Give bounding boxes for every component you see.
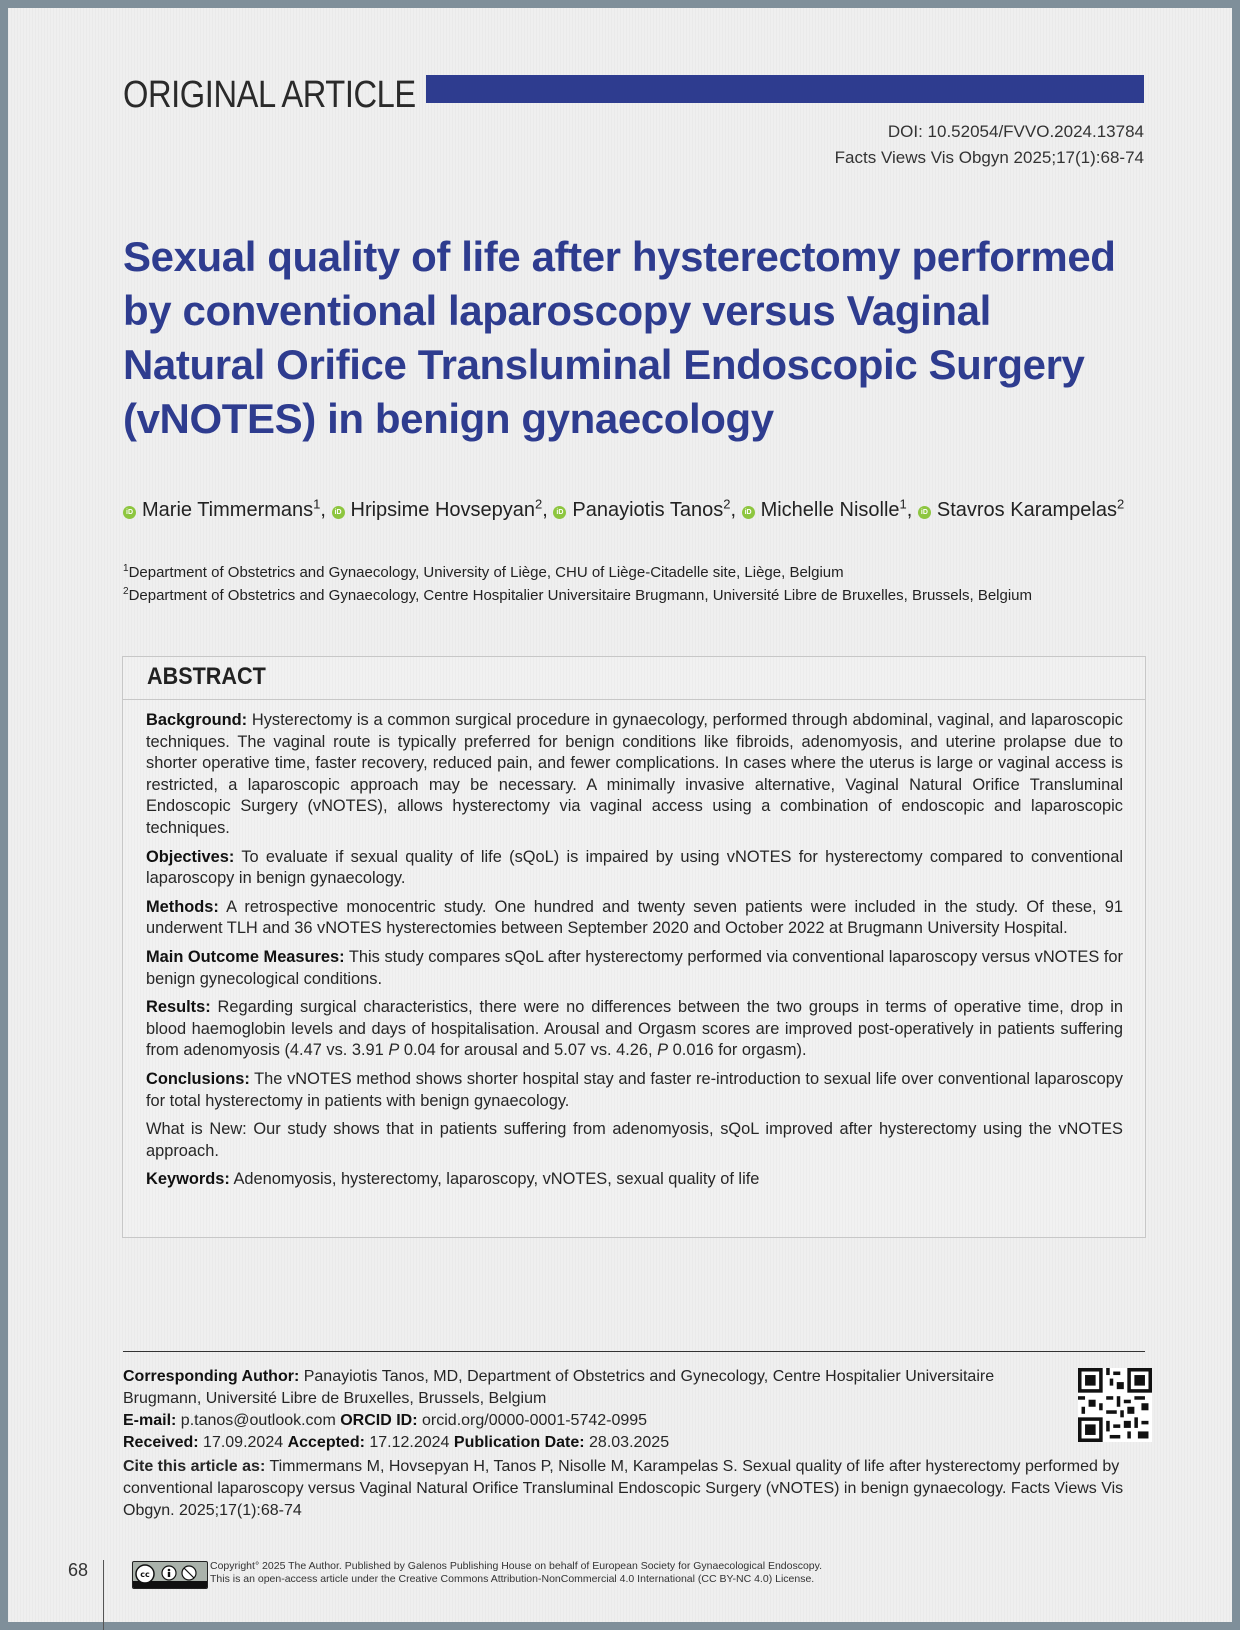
section-bar xyxy=(426,75,1144,103)
abstract-body xyxy=(146,710,1123,1198)
abstract-keywords: Keywords: Adenomyosis, hysterectomy, laparoscopy, vNOTES, sexual quality of life xyxy=(146,1170,760,1189)
article-title: Sexual quality of life after hysterectomy performed by conventional laparoscopy versus Vaginal Natural Orifice Transluminal Endoscopic Surgery (vNOTES) in benign gynaecology xyxy=(123,233,1116,442)
affiliation: $^1$Department of Obstetrics and Gynaecology, University of Liège, CHU of Liège-Citadelle site, Liège, Belgium xyxy=(123,563,844,581)
cite-this-article: Cite this article as: Timmermans M, Hovsepyan H, Tanos P, Nisolle M, Karampelas S. Sexual quality of life after hysterectomy performed by conventional laparoscopy versus Vaginal Natural Orifice Transluminal Endoscopic Surgery (vNOTES) in benign gynaecology. Facts Views Vis Obgyn. 2025;17(1):68-74 xyxy=(123,1458,1124,1519)
author[interactable]: iD Panayiotis Tanos$^2$, xyxy=(553,499,741,521)
abstract-box xyxy=(122,656,1146,1238)
page-number: 68 xyxy=(68,1560,89,1580)
abstract-background: Background: Hysterectomy is a common surgical procedure in gynaecology, performed through abdominal, vaginal, and laparoscopic techniques. The vaginal route is typically preferred for benign conditions like fibroids, adenomyosis, and uterine prolapse due to shorter operative time, faster recovery, reduced pain, and fewer complications. In cases where the uterus is large or vaginal access is restricted, a laparoscopic approach may be necessary. A minimally invasive alternative, Vaginal Natural Orifice Transluminal Endoscopic Surgery (vNOTES), allows hysterectomy via vaginal access using a combination of endoscopic and laparoscopic techniques. xyxy=(146,711,1123,837)
author-list xyxy=(123,496,1143,522)
abstract-header xyxy=(123,657,1145,700)
affiliation: $^2$Department of Obstetrics and Gynaecology, Centre Hospitalier Universitaire Brugmann, Université Libre de Bruxelles, Brussels, Belgium xyxy=(123,586,1033,604)
abstract-objectives: Objectives: To evaluate if sexual quality of life (sQoL) is impaired by using vNOTES for hysterectomy compared to conventional laparoscopy in benign gynaecology. xyxy=(146,847,1123,888)
doi[interactable]: DOI: 10.52054/FVVO.2024.13784 xyxy=(887,122,1144,141)
qr-code-icon[interactable] xyxy=(1078,1368,1152,1442)
orcid-icon[interactable]: iD xyxy=(742,506,755,519)
author[interactable]: iD Michelle Nisolle$^1$, xyxy=(742,499,918,521)
orcid-link[interactable]: orcid.org/0000-0001-5742-0995 xyxy=(417,1412,648,1429)
footer-vertical-rule xyxy=(103,1560,104,1630)
author[interactable]: iD Stavros Karampelas$^2$ xyxy=(918,499,1124,521)
author[interactable]: iD Hripsime Hovsepyan$^2$, xyxy=(332,499,554,521)
abstract-heading: ABSTRACT xyxy=(147,663,266,690)
article-page xyxy=(8,8,1232,1622)
cc-by-nc-license-icon[interactable] xyxy=(132,1561,208,1589)
license-text: Copyright° 2025 The Author. Published by Galenos Publishing House on behalf of European Society for Gynaecological Endoscopy. This is an open-access article under the Creative Commons Attribution-NonCommercial 4.0 International (CC BY-NC 4.0) License. xyxy=(210,1560,823,1585)
abstract-results: Results: Regarding surgical characteristics, there were no differences between the two groups in terms of operative time, drop in blood haemoglobin levels and days of hospitalisation. Arousal and Orgasm scores are improved post-operatively in patients suffering from adenomyosis (4.47 vs. 3.91 P 0.04 for arousal and 5.07 vs. 4.26, P 0.016 for orgasm). xyxy=(146,998,1123,1060)
email-link[interactable]: p.tanos@outlook.com xyxy=(176,1412,341,1429)
journal-citation: Facts Views Vis Obgyn 2025;17(1):68-74 xyxy=(834,148,1144,167)
section-label: ORIGINAL ARTICLE xyxy=(123,74,416,116)
orcid-icon[interactable]: iD xyxy=(918,506,931,519)
footer-divider xyxy=(123,1351,1145,1352)
orcid-icon[interactable]: iD xyxy=(553,506,566,519)
author[interactable]: iD Marie Timmermans$^1$, xyxy=(123,499,332,521)
abstract-whats-new: What is New: Our study shows that in patients suffering from adenomyosis, sQoL improved after hysterectomy using the vNOTES approach. xyxy=(146,1120,1123,1160)
orcid-icon[interactable]: iD xyxy=(123,506,136,519)
corresponding-author: Corresponding Author: Panayiotis Tanos, MD, Department of Obstetrics and Gynecology, Centre Hospitalier Universitaire Brugmann, Université Libre de Bruxelles, Brussels, Belgium E-mail: p.tanos@outlook.com ORCID ID: orcid.org/0000-0001-5742-0995 Received: 17.09.2024 Accepted: 17.12.2024 Publication Date: 28.03.2025 xyxy=(123,1368,995,1451)
abstract-outcome: Main Outcome Measures: This study compares sQoL after hysterectomy performed via conventional laparoscopy versus vNOTES for benign gynecological conditions. xyxy=(146,947,1123,988)
orcid-icon[interactable]: iD xyxy=(332,506,345,519)
abstract-conclusions: Conclusions: The vNOTES method shows shorter hospital stay and faster re-introduction to sexual life over conventional laparoscopy for total hysterectomy in patients with benign gynaecology. xyxy=(146,1069,1123,1110)
svg-text:cc: cc xyxy=(140,1570,150,1579)
abstract-methods: Methods: A retrospective monocentric study. One hundred and twenty seven patients were included in the study. Of these, 91 underwent TLH and 36 vNOTES hysterectomies between September 2020 and October 2022 at Brugmann University Hospital. xyxy=(146,897,1123,938)
